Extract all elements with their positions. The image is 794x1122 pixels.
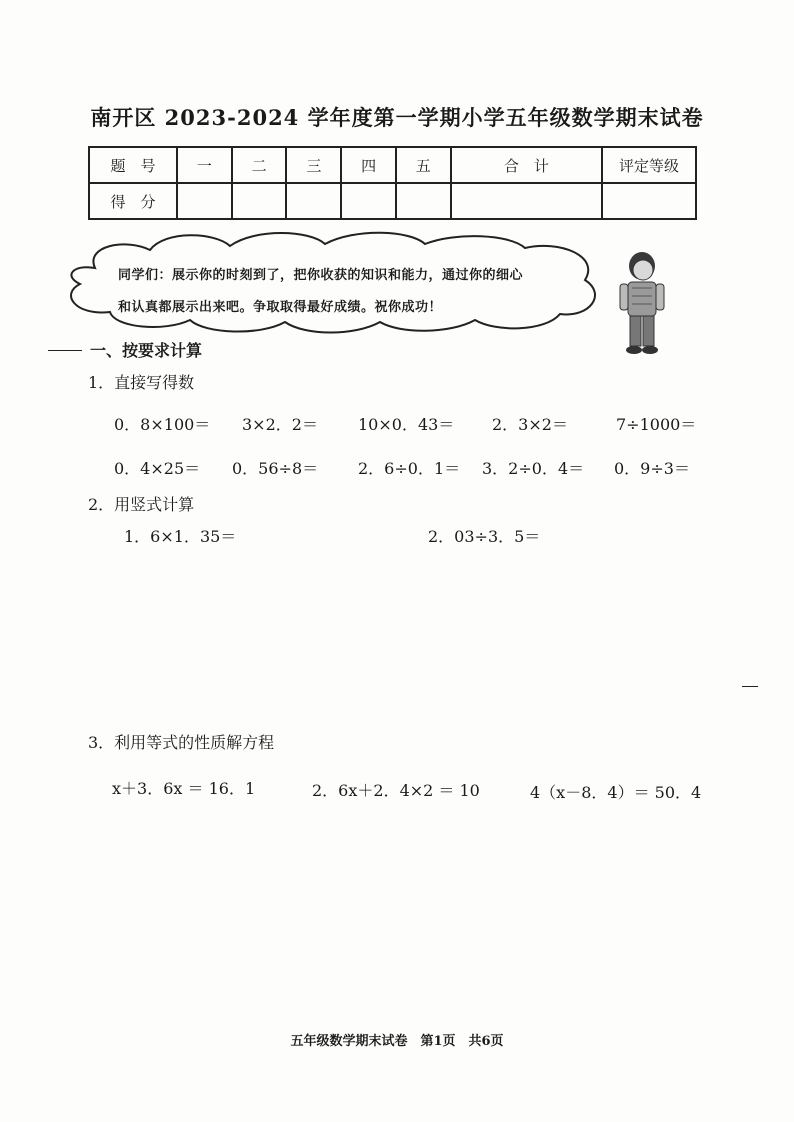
q1-expr: 7÷1000＝ [616,415,697,434]
q1-expr: 0．9÷3＝ [614,459,690,478]
header-cell-3: 三 [286,147,341,183]
header-cell-number: 题 号 [89,147,177,183]
q3-equation: 2．6x＋2．4×2 ＝ 10 [312,781,480,800]
header-cell-2: 二 [232,147,287,183]
q2-expr: 2．03÷3．5＝ [428,527,541,546]
score-cell-1[interactable] [177,183,232,219]
header-cell-total: 合 计 [451,147,602,183]
section-title: 一、按要求计算 [90,341,203,360]
score-cell-5[interactable] [396,183,451,219]
score-table-header-row [89,147,696,183]
question-2-label: 2．用竖式计算 [88,495,195,514]
cloud-text-line2: 和认真都展示出来吧。争取取得最好成绩。祝你成功！ [118,300,443,315]
page-title: 南开区 2023-2024 学年度第一学期小学五年级数学期末试卷 [90,105,704,130]
q1-expr: 3×2．2＝ [242,415,318,434]
q1-expr: 0．4×25＝ [114,459,201,478]
q1-expr: 0．8×100＝ [114,415,211,434]
q3-equation: x＋3．6x ＝ 16．1 [112,779,256,798]
score-cell-grade[interactable] [602,183,696,219]
q3-equation: 4（x－8．4）＝ 50．4 [530,783,702,802]
header-cell-4: 四 [341,147,396,183]
score-table [88,146,697,220]
q1-expr: 3．2÷0．4＝ [482,459,585,478]
speech-cloud [55,228,610,338]
cloud-shape [55,228,610,338]
question-3-label: 3．利用等式的性质解方程 [88,733,275,752]
q1-expr: 0．56÷8＝ [232,459,319,478]
score-blank-line [48,350,82,351]
q2-expr: 1．6×1．35＝ [124,527,237,546]
score-cell-total[interactable] [451,183,602,219]
score-table-score-row [89,183,696,219]
header-cell-5: 五 [396,147,451,183]
score-cell-4[interactable] [341,183,396,219]
student-illustration [612,248,672,358]
margin-mark [742,686,758,687]
header-cell-1: 一 [177,147,232,183]
cloud-text-line1: 同学们：展示你的时刻到了，把你收获的知识和能力，通过你的细心 [118,268,524,283]
q1-expr: 2．6÷0．1＝ [358,459,461,478]
q1-expr: 10×0．43＝ [358,415,455,434]
page-footer: 五年级数学期末试卷 第1页 共6页 [290,1034,504,1049]
score-cell-3[interactable] [286,183,341,219]
question-1-label: 1．直接写得数 [88,373,195,392]
q1-expr: 2．3×2＝ [492,415,568,434]
header-cell-grade: 评定等级 [602,147,696,183]
score-cell-2[interactable] [232,183,287,219]
score-row-label: 得 分 [89,183,177,219]
